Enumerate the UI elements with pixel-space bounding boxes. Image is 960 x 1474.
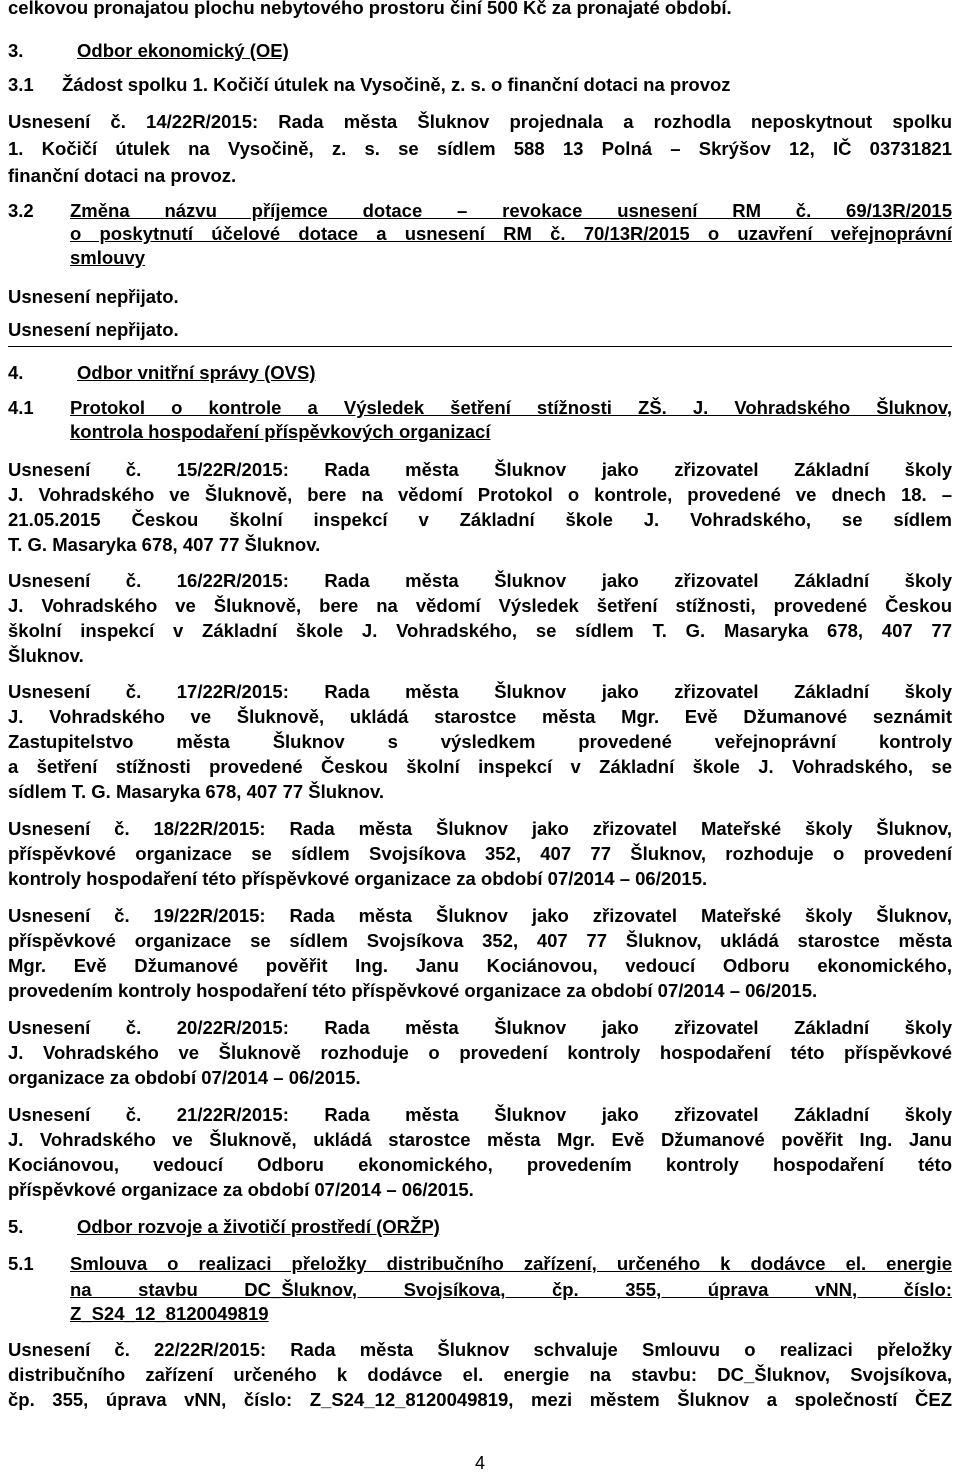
item-heading: Protokol o kontrole a Výsledek šetření stížnosti ZŠ. J. Vohradského Šluknov, — [70, 397, 952, 418]
text-line: J. Vohradského ve Šluknově, bere na vědomí Protokol o kontrole, provedené ve dnech 18. – — [8, 484, 952, 505]
text-line: a šetření stížnosti provedené Českou školní inspekcí v Základní škole J. Vohradského, se — [8, 756, 952, 777]
text-line: Usnesení č. 16/22R/2015: Rada města Šluknov jako zřizovatel Základní školy — [8, 570, 952, 591]
text-line: 1. Kočičí útulek na Vysočině, z. s. se sídlem 588 13 Polná – Skrýšov 12, IČ 03731821 — [8, 138, 952, 159]
text-line: příspěvkové organizace se sídlem Svojsíkova 352, 407 77 Šluknov, ukládá starostce města — [8, 930, 952, 951]
document-page — [8, 0, 952, 1474]
section-title: Odbor ekonomický (OE) — [77, 40, 289, 61]
section-heading-3 — [8, 39, 289, 63]
item-number: 4.1 — [8, 397, 34, 418]
section-title: Odbor vnitřní správy (OVS) — [77, 362, 316, 383]
text-line: J. Vohradského ve Šluknově, ukládá starostce města Mgr. Evě Džumanové pověřit Ing. Janu — [8, 1129, 952, 1150]
text-line: celkovou pronajatou plochu nebytového prostoru činí 500 Kč za pronajaté období. — [8, 0, 732, 18]
section-number: 3. — [8, 40, 24, 61]
section-number: 5. — [8, 1216, 24, 1237]
text-line: Kociánovou, vedoucí Odboru ekonomického, provedením kontroly hospodaření této — [8, 1154, 952, 1175]
item-heading-3-1: 3.1 Žádost spolku 1. Kočičí útulek na Vysočině, z. s. o finanční dotaci na provoz — [8, 74, 731, 95]
item-heading: Smlouva o realizaci přeložky distribučního zařízení, určeného k dodávce el. energie — [70, 1253, 952, 1274]
text-line: příspěvkové organizace za období 07/2014 – 06/2015. — [8, 1179, 474, 1200]
text-line: finanční dotaci na provoz. — [8, 165, 237, 186]
resolution-status: Usnesení nepřijato. — [8, 319, 179, 340]
text-line: Usnesení č. 17/22R/2015: Rada města Šluknov jako zřizovatel Základní školy — [8, 681, 952, 702]
text-line: J. Vohradského ve Šluknově, ukládá starostce města Mgr. Evě Džumanové seznámit — [8, 706, 952, 727]
item-number: 5.1 — [8, 1253, 34, 1274]
text-line: organizace za období 07/2014 – 06/2015. — [8, 1067, 361, 1088]
text-line: školní inspekcí v Základní škole J. Vohradského, se sídlem T. G. Masaryka 678, 407 77 — [8, 620, 952, 641]
text-line: Usnesení č. 21/22R/2015: Rada města Šluknov jako zřizovatel Základní školy — [8, 1104, 952, 1125]
item-heading: smlouvy — [70, 247, 146, 268]
text-line: příspěvkové organizace se sídlem Svojsíkova 352, 407 77 Šluknov, rozhoduje o provedení — [8, 843, 952, 864]
item-heading: kontrola hospodaření příspěvkových organizací — [70, 421, 491, 442]
text-line: Zastupitelstvo města Šluknov s výsledkem provedené veřejnoprávní kontroly — [8, 731, 952, 752]
text-line: J. Vohradského ve Šluknově, bere na vědomí Výsledek šetření stížnosti, provedené Českou — [8, 595, 952, 616]
item-number: 3.2 — [8, 200, 34, 221]
text-line: Usnesení č. 22/22R/2015: Rada města Šluknov schvaluje Smlouvu o realizaci přeložky — [8, 1339, 952, 1360]
text-line: kontroly hospodaření této příspěvkové organizace za období 07/2014 – 06/2015. — [8, 868, 708, 889]
text-line: sídlem T. G. Masaryka 678, 407 77 Šluknov. — [8, 781, 385, 802]
text-line: Mgr. Evě Džumanové pověřit Ing. Janu Kociánovou, vedoucí Odboru ekonomického, — [8, 955, 952, 976]
text-line: Šluknov. — [8, 645, 84, 666]
item-heading: na stavbu DC_Šluknov, Svojsíkova, čp. 355, úprava vNN, číslo: — [70, 1279, 952, 1300]
text-line: čp. 355, úprava vNN, číslo: Z_S24_12_8120049819, mezi městem Šluknov a společností ČEZ — [8, 1389, 952, 1410]
resolution-status: Usnesení nepřijato. — [8, 286, 179, 307]
item-heading: Z_S24_12_8120049819 — [70, 1303, 269, 1324]
text-line: distribučního zařízení určeného k dodávce el. energie na stavbu: DC_Šluknov, Svojsíkova, — [8, 1364, 952, 1385]
text-line: T. G. Masaryka 678, 407 77 Šluknov. — [8, 534, 321, 555]
text-line: 21.05.2015 Českou školní inspekcí v Základní škole J. Vohradského, se sídlem — [8, 509, 952, 530]
text-line: Usnesení č. 18/22R/2015: Rada města Šluknov jako zřizovatel Mateřské školy Šluknov, — [8, 818, 952, 839]
text-line: Usnesení č. 19/22R/2015: Rada města Šluknov jako zřizovatel Mateřské školy Šluknov, — [8, 905, 952, 926]
item-heading: o poskytnutí účelové dotace a usnesení RM č. 70/13R/2015 o uzavření veřejnoprávní — [70, 223, 952, 244]
section-number: 4. — [8, 362, 24, 383]
text-line: Usnesení č. 15/22R/2015: Rada města Šluknov jako zřizovatel Základní školy — [8, 459, 952, 480]
item-heading: Změna názvu příjemce dotace – revokace usnesení RM č. 69/13R/2015 — [70, 200, 952, 221]
section-title: Odbor rozvoje a životičí prostředí (ORŽP) — [77, 1216, 440, 1237]
text-line: provedením kontroly hospodaření této příspěvkové organizace za období 07/2014 – 06/2015. — [8, 980, 818, 1001]
text-line: J. Vohradského ve Šluknově rozhoduje o provedení kontroly hospodaření této příspěvkové — [8, 1042, 952, 1063]
page-number: 4 — [474, 1453, 485, 1473]
text-line: Usnesení č. 20/22R/2015: Rada města Šluknov jako zřizovatel Základní školy — [8, 1017, 952, 1038]
text-line: Usnesení č. 14/22R/2015: Rada města Šluknov projednala a rozhodla neposkytnout spolku — [8, 111, 952, 132]
section-divider — [8, 346, 952, 347]
